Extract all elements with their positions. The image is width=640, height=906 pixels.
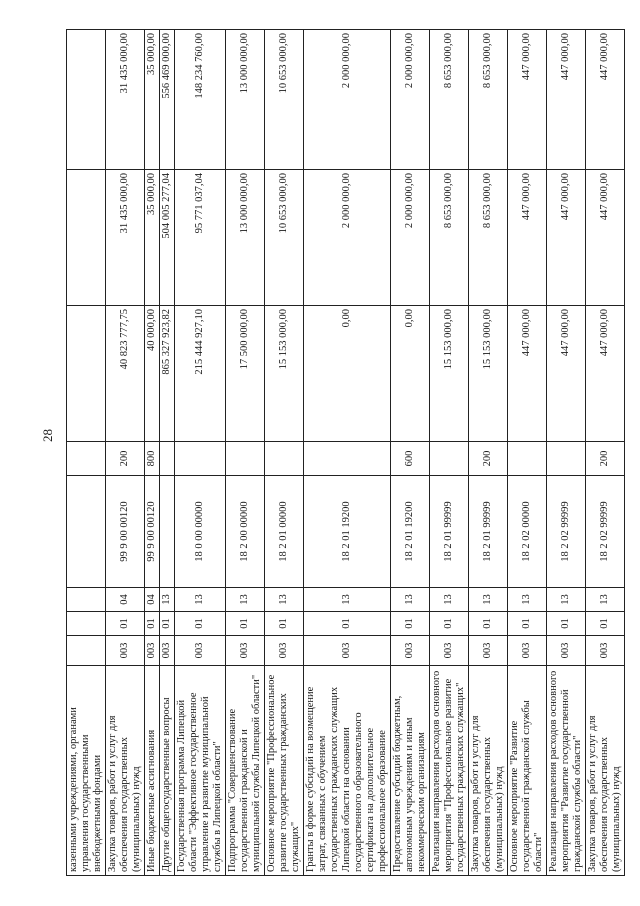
table-row [226, 30, 265, 876]
amount-year-3 [67, 30, 106, 170]
table-row [67, 30, 106, 876]
amount-year-2: 95 771 037,04 [175, 170, 226, 306]
section-code: 01 [160, 612, 175, 636]
admin-code: 003 [265, 636, 304, 666]
expense-type-code [265, 442, 304, 476]
table-row [160, 30, 175, 876]
amount-year-2 [67, 170, 106, 306]
amount-year-3: 8 653 000,00 [430, 30, 469, 170]
subsection-code: 13 [430, 588, 469, 612]
amount-year-2: 10 653 000,00 [265, 170, 304, 306]
amount-year-1 [67, 306, 106, 442]
table-row [391, 30, 430, 876]
rotated-table-container [66, 30, 622, 876]
row-name: Другие общегосударственные вопросы [160, 666, 175, 876]
subsection-code: 13 [547, 588, 586, 612]
table-row [547, 30, 586, 876]
amount-year-2: 2 000 000,00 [391, 170, 430, 306]
admin-code: 003 [547, 636, 586, 666]
amount-year-2: 2 000 000,00 [304, 170, 391, 306]
amount-year-2: 35 000,00 [145, 170, 160, 306]
amount-year-3: 447 000,00 [508, 30, 547, 170]
amount-year-2: 8 653 000,00 [430, 170, 469, 306]
amount-year-3: 10 653 000,00 [265, 30, 304, 170]
amount-year-1: 215 444 927,10 [175, 306, 226, 442]
table-row [265, 30, 304, 876]
amount-year-3: 2 000 000,00 [391, 30, 430, 170]
row-name: Закупка товаров, работ и услуг для обеспечения государственных (муниципальных) нужд [106, 666, 145, 876]
section-code [67, 612, 106, 636]
section-code: 01 [547, 612, 586, 636]
amount-year-1: 15 153 000,00 [265, 306, 304, 442]
expense-type-code: 200 [469, 442, 508, 476]
admin-code: 003 [226, 636, 265, 666]
row-name: Основное мероприятие "Профессиональное развитие государственных гражданских служащих" [265, 666, 304, 876]
amount-year-1: 865 327 923,82 [160, 306, 175, 442]
expense-type-code: 200 [106, 442, 145, 476]
expense-type-code [547, 442, 586, 476]
amount-year-1: 40 823 777,75 [106, 306, 145, 442]
expense-type-code: 600 [391, 442, 430, 476]
subsection-code: 13 [304, 588, 391, 612]
section-code: 01 [265, 612, 304, 636]
row-name: Основное мероприятие "Развитие государственной гражданской службы области" [508, 666, 547, 876]
row-name: Государственная программа Липецкой области "Эффективное государственное управление и развитие муниципальной службы в Липецкой области" [175, 666, 226, 876]
subsection-code: 13 [508, 588, 547, 612]
admin-code [67, 636, 106, 666]
table-row [586, 30, 625, 876]
row-name: Гранты в форме субсидий на возмещение затрат, связанных с обучением государственных гражданских служащих Липецкой области на основании государственного образовательного сертификата на дополнительное профессиональное образование [304, 666, 391, 876]
target-article-code: 18 2 02 99999 [547, 476, 586, 588]
target-article-code [67, 476, 106, 588]
subsection-code: 04 [106, 588, 145, 612]
admin-code: 003 [586, 636, 625, 666]
section-code: 01 [106, 612, 145, 636]
amount-year-1: 447 000,00 [547, 306, 586, 442]
amount-year-1: 0,00 [391, 306, 430, 442]
section-code: 01 [304, 612, 391, 636]
subsection-code: 04 [145, 588, 160, 612]
admin-code: 003 [145, 636, 160, 666]
expense-type-code [226, 442, 265, 476]
section-code: 01 [586, 612, 625, 636]
row-name: Подпрограмма "Совершенствование государственной гражданской и муниципальной службы Липецкой области" [226, 666, 265, 876]
amount-year-3: 13 000 000,00 [226, 30, 265, 170]
subsection-code: 13 [265, 588, 304, 612]
amount-year-3: 8 653 000,00 [469, 30, 508, 170]
section-code: 01 [226, 612, 265, 636]
amount-year-1: 15 153 000,00 [430, 306, 469, 442]
target-article-code: 99 9 00 00120 [145, 476, 160, 588]
table-row [508, 30, 547, 876]
section-code: 01 [175, 612, 226, 636]
expense-type-code [430, 442, 469, 476]
amount-year-1: 447 000,00 [586, 306, 625, 442]
amount-year-2: 13 000 000,00 [226, 170, 265, 306]
table-row [469, 30, 508, 876]
target-article-code: 18 0 00 00000 [175, 476, 226, 588]
admin-code: 003 [469, 636, 508, 666]
table-row [175, 30, 226, 876]
subsection-code: 13 [586, 588, 625, 612]
subsection-code: 13 [469, 588, 508, 612]
row-name: Иные бюджетные ассигнования [145, 666, 160, 876]
target-article-code: 99 9 00 00120 [106, 476, 145, 588]
table-body [67, 30, 625, 876]
admin-code: 003 [106, 636, 145, 666]
admin-code: 003 [175, 636, 226, 666]
amount-year-3: 148 234 760,00 [175, 30, 226, 170]
subsection-code: 13 [226, 588, 265, 612]
amount-year-3: 447 000,00 [547, 30, 586, 170]
table-row [430, 30, 469, 876]
target-article-code: 18 2 00 00000 [226, 476, 265, 588]
subsection-code: 13 [175, 588, 226, 612]
section-code: 01 [508, 612, 547, 636]
section-code: 01 [145, 612, 160, 636]
row-name: казенными учреждениями, органами управления государственными внебюджетными фондами [67, 666, 106, 876]
row-name: Закупка товаров, работ и услуг для обеспечения государственных (муниципальных) нужд [469, 666, 508, 876]
amount-year-2: 447 000,00 [586, 170, 625, 306]
expense-type-code [508, 442, 547, 476]
target-article-code: 18 2 01 19200 [391, 476, 430, 588]
expense-type-code [175, 442, 226, 476]
budget-table [66, 29, 625, 876]
amount-year-2: 447 000,00 [547, 170, 586, 306]
target-article-code: 18 2 02 00000 [508, 476, 547, 588]
amount-year-2: 8 653 000,00 [469, 170, 508, 306]
page-number-text: 28 [40, 429, 55, 442]
amount-year-1: 0,00 [304, 306, 391, 442]
section-code: 01 [430, 612, 469, 636]
amount-year-1: 447 000,00 [508, 306, 547, 442]
section-code: 01 [391, 612, 430, 636]
row-name: Предоставление субсидий бюджетным, автономным учреждениям и иным некоммерческим организациям [391, 666, 430, 876]
admin-code: 003 [430, 636, 469, 666]
subsection-code [67, 588, 106, 612]
amount-year-3: 556 469 000,00 [160, 30, 175, 170]
target-article-code [160, 476, 175, 588]
target-article-code: 18 2 01 19200 [304, 476, 391, 588]
admin-code: 003 [304, 636, 391, 666]
amount-year-3: 2 000 000,00 [304, 30, 391, 170]
row-name: Реализация направления расходов основного мероприятия "Развитие государственной гражданской службы области" [547, 666, 586, 876]
target-article-code: 18 2 01 00000 [265, 476, 304, 588]
amount-year-1: 40 000,00 [145, 306, 160, 442]
amount-year-2: 504 005 277,04 [160, 170, 175, 306]
admin-code: 003 [508, 636, 547, 666]
subsection-code: 13 [160, 588, 175, 612]
amount-year-3: 31 435 000,00 [106, 30, 145, 170]
amount-year-1: 17 500 000,00 [226, 306, 265, 442]
admin-code: 003 [391, 636, 430, 666]
subsection-code: 13 [391, 588, 430, 612]
table-row [304, 30, 391, 876]
row-name: Реализация направления расходов основного мероприятия "Профессиональное развитие государственных гражданских служащих" [430, 666, 469, 876]
section-code: 01 [469, 612, 508, 636]
expense-type-code: 200 [586, 442, 625, 476]
faint-stamp-mark [30, 700, 70, 760]
budget-table-wrapper [66, 30, 622, 876]
amount-year-2: 31 435 000,00 [106, 170, 145, 306]
expense-type-code [304, 442, 391, 476]
amount-year-3: 447 000,00 [586, 30, 625, 170]
target-article-code: 18 2 01 99999 [430, 476, 469, 588]
target-article-code: 18 2 02 99999 [586, 476, 625, 588]
amount-year-1: 15 153 000,00 [469, 306, 508, 442]
expense-type-code: 800 [145, 442, 160, 476]
amount-year-3: 35 000,00 [145, 30, 160, 170]
table-row [145, 30, 160, 876]
target-article-code: 18 2 01 99999 [469, 476, 508, 588]
expense-type-code [67, 442, 106, 476]
amount-year-2: 447 000,00 [508, 170, 547, 306]
expense-type-code [160, 442, 175, 476]
admin-code: 003 [160, 636, 175, 666]
row-name: Закупка товаров, работ и услуг для обеспечения государственных (муниципальных) нужд [586, 666, 625, 876]
table-row [106, 30, 145, 876]
